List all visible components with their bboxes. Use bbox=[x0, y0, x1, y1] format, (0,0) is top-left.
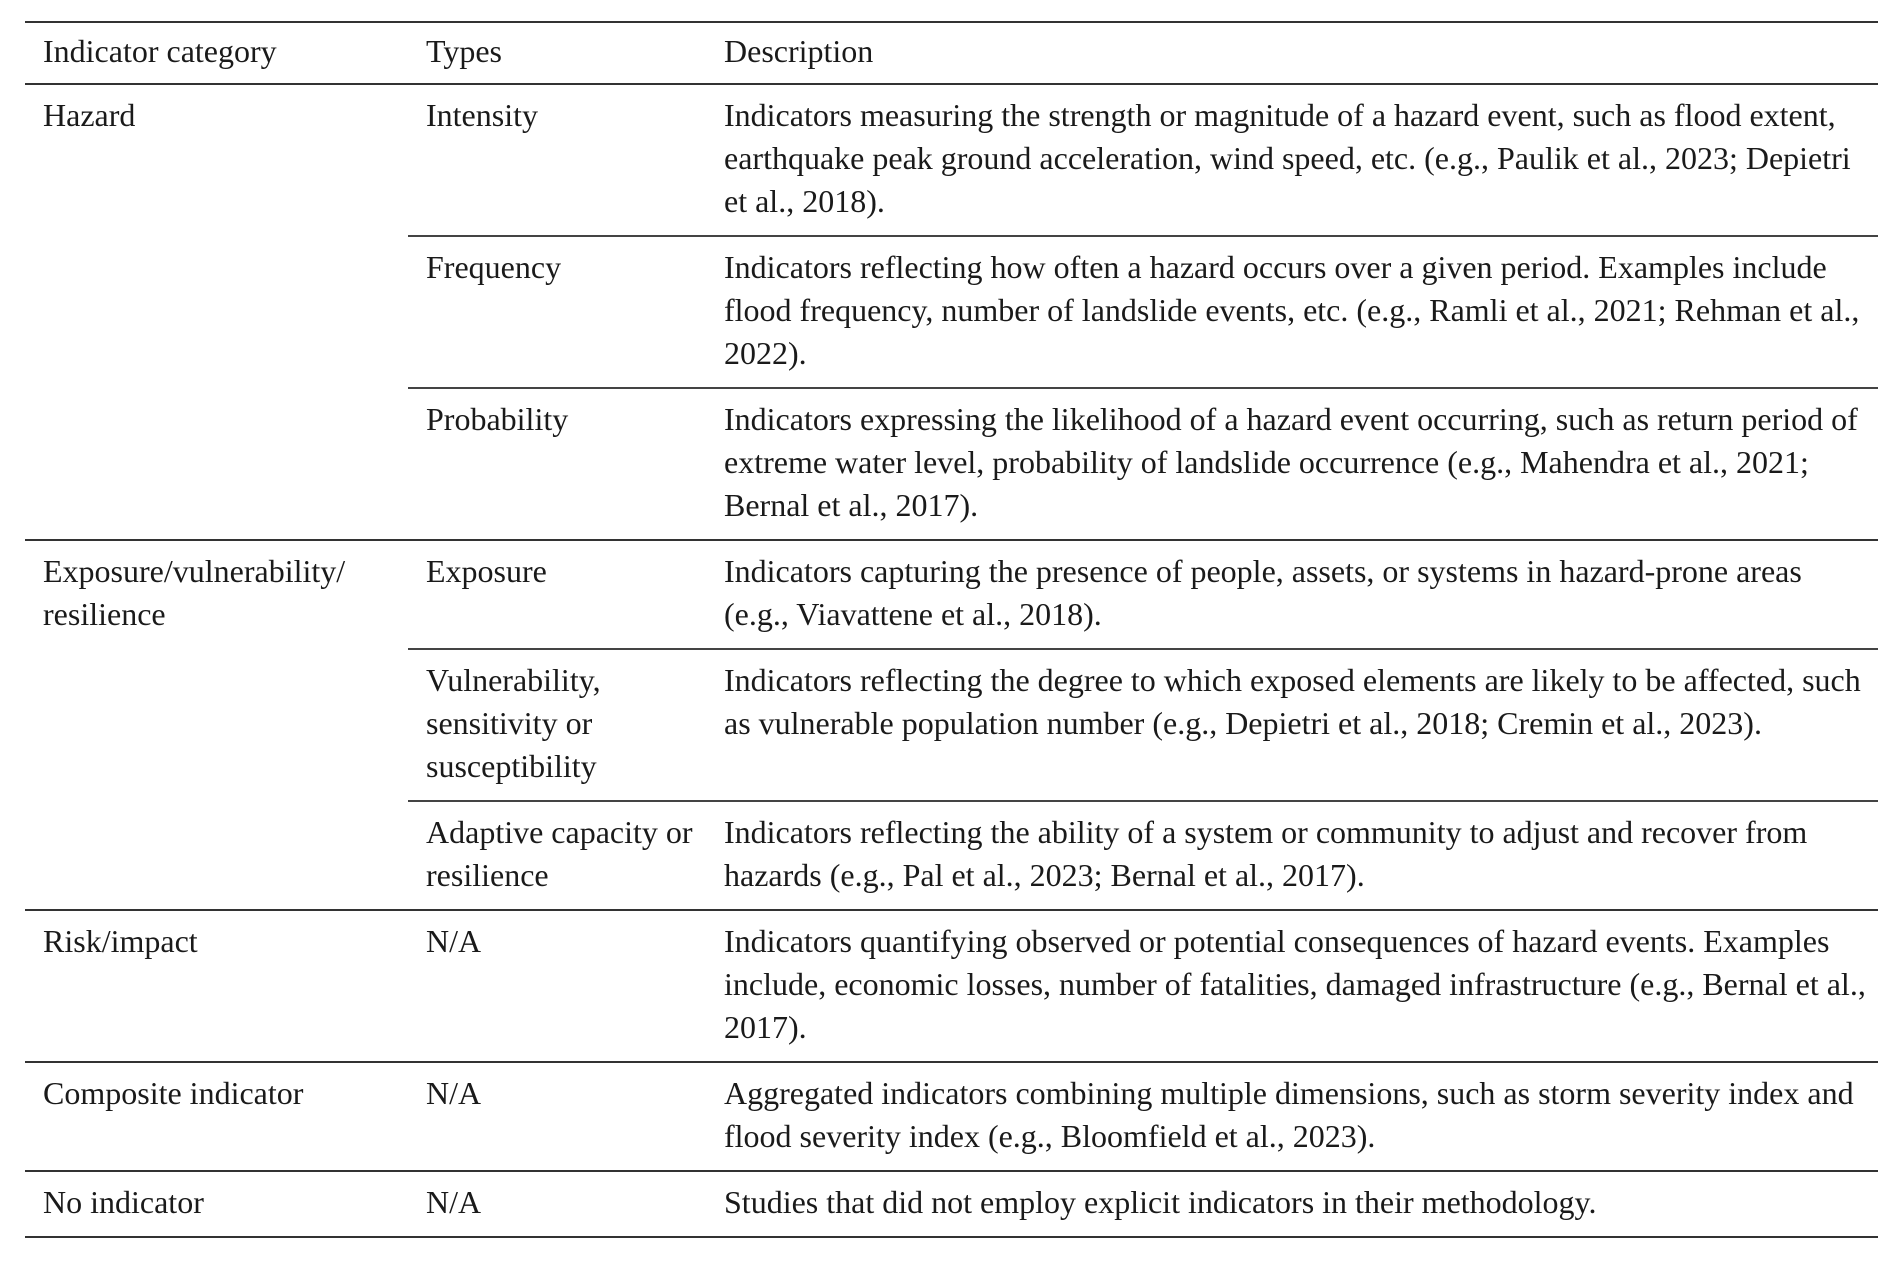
category-cell: Hazard bbox=[43, 97, 136, 133]
table-header bbox=[25, 22, 1878, 84]
indicator-table bbox=[25, 21, 1878, 1238]
description-cell: Studies that did not employ explicit indicators in their methodology. bbox=[724, 1184, 1597, 1220]
header-types: Types bbox=[426, 33, 502, 69]
description-cell: Indicators reflecting how often a hazard occurs over a given period. Examples include flood frequency, number of landslide events, etc. (e.g., Ramli et al., 2021; Rehman et al., 2022). bbox=[714, 236, 1878, 388]
description-cell: Indicators capturing the presence of people, assets, or systems in hazard-prone areas (e.g., Viavattene et al., 2018). bbox=[724, 553, 1802, 632]
description-cell: Aggregated indicators combining multiple dimensions, such as storm severity index and flood severity index (e.g., Bloomfield et al., 2023). bbox=[724, 1075, 1854, 1154]
group-hazard bbox=[25, 84, 1878, 540]
description-cell: Indicators quantifying observed or potential consequences of hazard events. Examples include, economic losses, number of fatalities, damaged infrastructure (e.g., Bernal et al., 2017). bbox=[724, 923, 1866, 1045]
type-cell: Exposure bbox=[426, 553, 547, 589]
type-cell: Frequency bbox=[408, 236, 714, 388]
group-risk-impact bbox=[25, 910, 1878, 1062]
header-indicator-category: Indicator category bbox=[43, 33, 277, 69]
description-cell: Indicators reflecting the ability of a system or community to adjust and recover from hazards (e.g., Pal et al., 2023; Bernal et al., 2017). bbox=[714, 801, 1878, 910]
description-cell: Indicators reflecting the degree to which exposed elements are likely to be affected, such as vulnerable population number (e.g., Depietri et al., 2018; Cremin et al., 2023). bbox=[714, 649, 1878, 801]
category-cell: Composite indicator bbox=[43, 1075, 304, 1111]
type-cell: N/A bbox=[426, 1184, 482, 1220]
category-cell: Risk/impact bbox=[43, 923, 198, 959]
group-no-indicator bbox=[25, 1171, 1878, 1237]
type-cell: N/A bbox=[426, 1075, 482, 1111]
table-row bbox=[25, 1171, 1878, 1237]
table-row bbox=[25, 910, 1878, 1062]
header-row bbox=[25, 22, 1878, 84]
table-row bbox=[25, 1062, 1878, 1171]
type-cell: N/A bbox=[426, 923, 482, 959]
type-cell: Vulnerability, sensitivity or susceptibility bbox=[408, 649, 714, 801]
table-row bbox=[25, 84, 1878, 236]
table-row bbox=[25, 540, 1878, 649]
category-cell: No indicator bbox=[43, 1184, 204, 1220]
header-description: Description bbox=[724, 33, 874, 69]
group-composite-indicator bbox=[25, 1062, 1878, 1171]
group-exposure-vulnerability-resilience bbox=[25, 540, 1878, 910]
description-cell: Indicators expressing the likelihood of a hazard event occurring, such as return period of extreme water level, probability of landslide occurrence (e.g., Mahendra et al., 2021; Bernal et al., 2017). bbox=[714, 388, 1878, 540]
indicator-table-container bbox=[25, 21, 1878, 1238]
description-cell: Indicators measuring the strength or magnitude of a hazard event, such as flood extent, earthquake peak ground acceleration, wind speed, etc. (e.g., Paulik et al., 2023; Depietri et al., 2018). bbox=[724, 97, 1851, 219]
type-cell: Intensity bbox=[426, 97, 538, 133]
type-cell: Adaptive capacity or resilience bbox=[408, 801, 714, 910]
type-cell: Probability bbox=[408, 388, 714, 540]
category-cell: Exposure/vulnerability/ resilience bbox=[43, 553, 346, 632]
